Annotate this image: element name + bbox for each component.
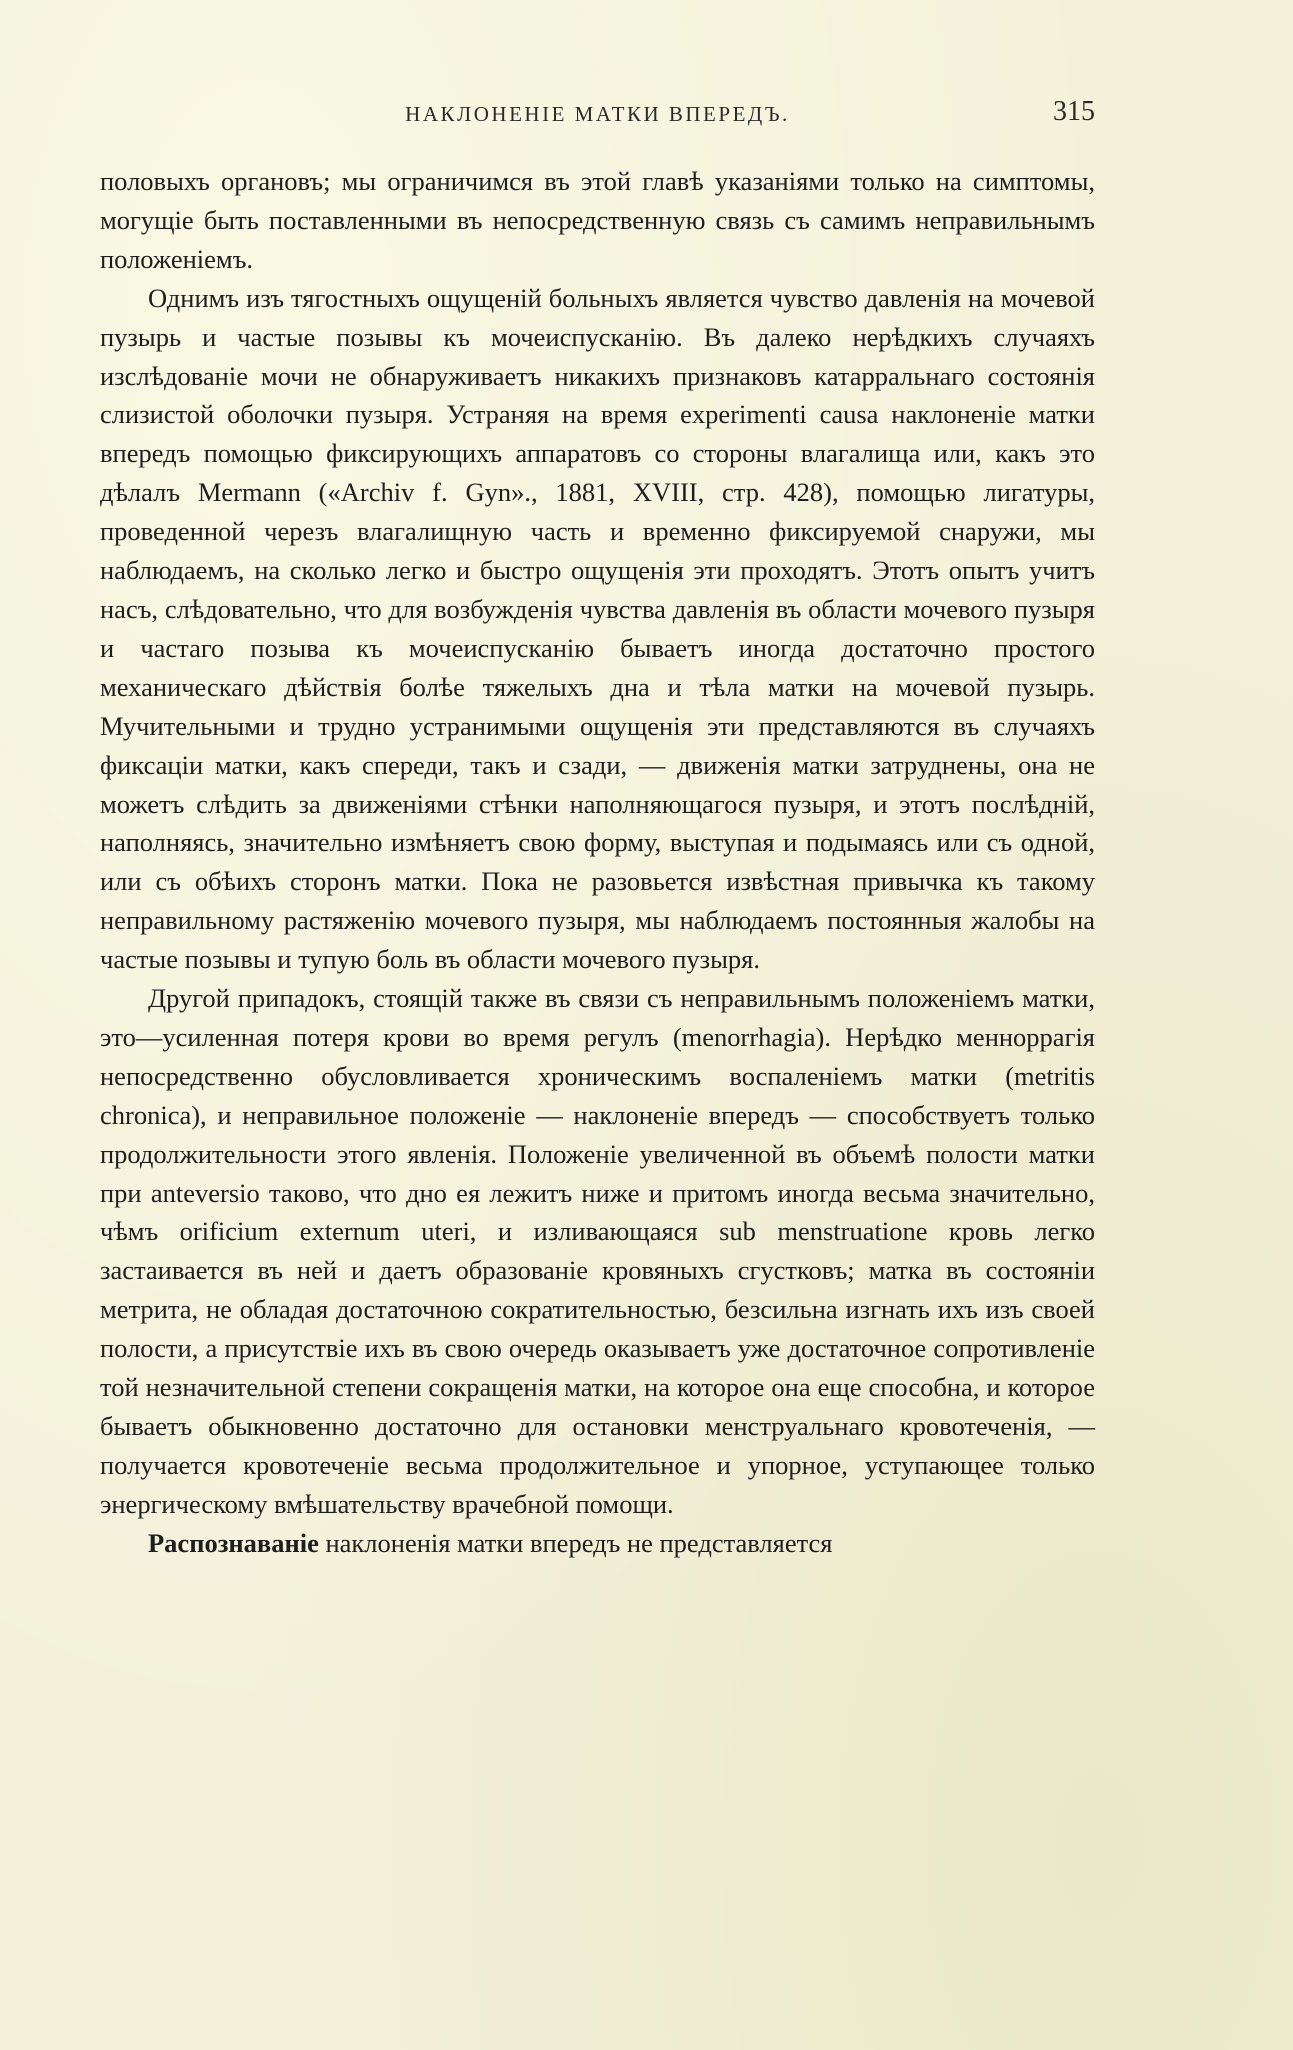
paragraph-2 [100,279,1095,979]
page-number: 315 [1053,96,1095,127]
paragraph-4 [100,1524,1095,1563]
paragraph-4-lead: Распознаваніе [148,1527,319,1558]
paragraph-1-text: половыхъ органовъ; мы ограничимся въ этой главѣ указаніями только на симптомы, могущіе быть поставленными въ непосредственную связь съ самимъ неправильнымъ положеніемъ. [100,166,1095,274]
page-header [100,96,1095,136]
running-title: НАКЛОНЕНІЕ МАТКИ ВПЕРЕДЪ. [405,102,790,126]
paragraph-4-text: наклоненія матки впередъ не представляется [318,1527,833,1558]
paragraph-2-text: Однимъ изъ тягостныхъ ощущеній больныхъ является чувство давленія на мочевой пузырь и частые позывы къ мочеиспусканію. Въ далеко нерѣдкихъ случаяхъ изслѣдованіе мочи не обнаруживаетъ никакихъ признаковъ катарральнаго состоянія слизистой оболочки пузыря. Устраняя на время experimenti causa наклоненіе матки впередъ помощью фиксирующихъ аппаратовъ со стороны влагалища или, какъ это дѣлалъ Mermann («Archiv f. Gyn»., 1881, XVIII, стр. 428), помощью лигатуры, проведенной черезъ влагалищную часть и временно фиксируемой снаружи, мы наблюдаемъ, на сколько легко и быстро ощущенія эти проходятъ. Этотъ опытъ учитъ насъ, слѣдовательно, что для возбужденія чувства давленія въ области мочевого пузыря и частаго позыва къ мочеиспусканію бываетъ иногда достаточно простого механическаго дѣйствія болѣе тяжелыхъ дна и тѣла матки на мочевой пузырь. Мучительными и трудно устранимыми ощущенія эти представляются въ случаяхъ фиксаціи матки, какъ спереди, такъ и сзади, — движенія матки затруднены, она не можетъ слѣдить за движеніями стѣнки наполняющагося пузыря, и этотъ послѣдній, наполняясь, значительно измѣняетъ свою форму, выступая и подымаясь или съ одной, или съ обѣихъ сторонъ матки. Пока не разовьется извѣстная привычка къ такому неправильному растяженію мочевого пузыря, мы наблюдаемъ постоянныя жалобы на частые позывы и тупую боль въ области мочевого пузыря. [100,282,1095,975]
paragraph-3-text: Другой припадокъ, стоящій также въ связи съ неправильнымъ положеніемъ матки, это—усиленная потеря крови во время регулъ (menorrhagia). Нерѣдко менноррагія непосредственно обусловливается хроническимъ воспаленіемъ матки (metritis chronica), и неправильное положеніе — наклоненіе впередъ — способствуетъ только продолжительности этого явленія. Положеніе увеличенной въ объемѣ полости матки при anteversio таково, что дно ея лежитъ ниже и притомъ иногда весьма значительно, чѣмъ orificium externum uteri, и изливающаяся sub menstruatione кровь легко застаивается въ ней и даетъ образованіе кровяныхъ сгустковъ; матка въ состояніи метрита, не обладая достаточною сократительностью, безсильна изгнать ихъ изъ своей полости, а присутствіе ихъ въ свою очередь оказываетъ уже достаточное сопротивленіе той незначительной степени сокращенія матки, на которое она еще способна, и которое бываетъ обыкновенно достаточно для остановки менструальнаго кровотеченія, — получается кровотеченіе весьма продолжительное и упорное, уступающее только энергическому вмѣшательству врачебной помощи. [100,983,1095,1519]
paragraph-1 [100,162,1095,279]
paragraph-3 [100,979,1095,1524]
body-text [100,162,1095,1563]
